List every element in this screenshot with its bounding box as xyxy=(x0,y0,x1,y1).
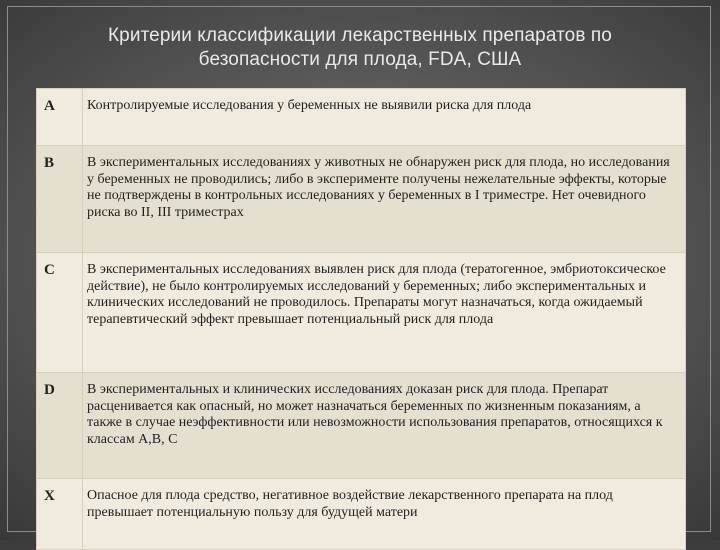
category-letter: D xyxy=(37,373,83,479)
table-row xyxy=(37,253,686,373)
category-description: Опасное для плода средство, негативное воздействие лекарственного препарата на плод превышает потенциальную пользу для будущей матери xyxy=(83,479,686,550)
category-letter: C xyxy=(37,253,83,373)
category-letter: B xyxy=(37,146,83,253)
table-row xyxy=(37,89,686,146)
category-description: В экспериментальных исследованиях выявлен риск для плода (тератогенное, эмбриотоксическое действие), не было контролируемых исследований у беременных; либо экспериментальных и клинических исследований не проводилось. Препараты могут назначаться, когда ожидаемый терапевтический эффект превышает потенциальный риск для плода xyxy=(83,253,686,373)
category-letter: X xyxy=(37,479,83,550)
slide-title xyxy=(0,24,720,72)
category-description: В экспериментальных исследованиях у животных не обнаружен риск для плода, но исследования у беременных не проводились; либо в эксперименте получены нежелательные эффекты, которые не подтверждены в контрольных исследованиях у беременных в I триместре. Нет очевидного риска во II, III триместрах xyxy=(83,146,686,253)
category-letter: A xyxy=(37,89,83,146)
slide-title-line-2: безопасности для плода, FDA, США xyxy=(198,49,522,70)
slide-title-line-1: Критерии классификации лекарственных препаратов по xyxy=(108,25,612,46)
table-row xyxy=(37,373,686,479)
table-row xyxy=(37,479,686,550)
table-row xyxy=(37,146,686,253)
category-description: Контролируемые исследования у беременных не выявили риска для плода xyxy=(83,89,686,146)
fda-category-table xyxy=(36,88,686,550)
category-description: В экспериментальных и клинических исследованиях доказан риск для плода. Препарат расценивается как опасный, но может назначаться беременных по жизненным показаниям, а также в случае неэффективности или невозможности использования препаратов, относящихся к классам A,B, C xyxy=(83,373,686,479)
